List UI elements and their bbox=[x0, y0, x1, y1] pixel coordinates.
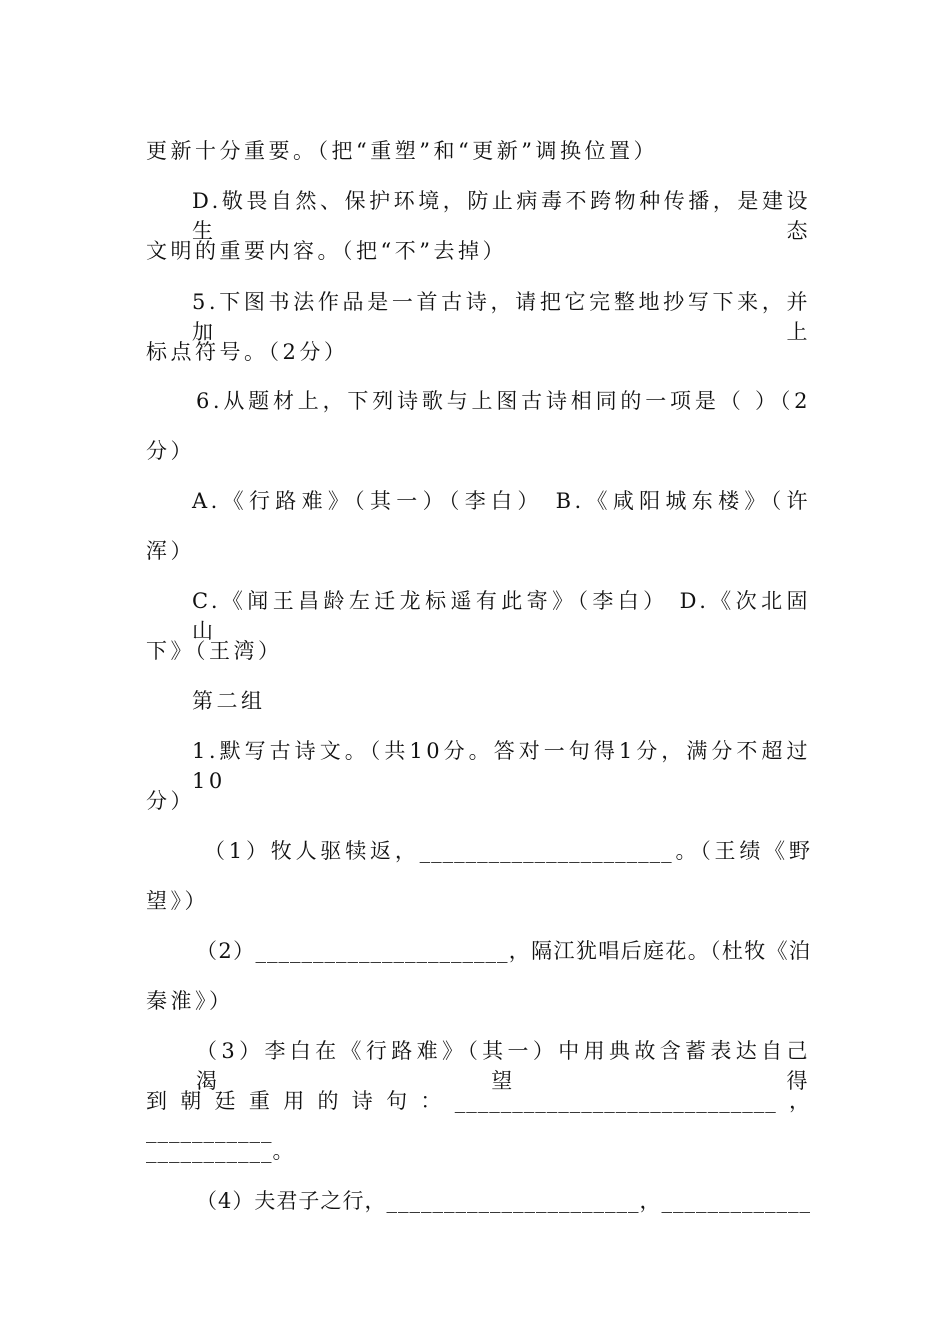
text-line-5: 标点符号。（2分） bbox=[146, 340, 349, 364]
text-line-8: A.《行路难》（其一）（李白） B.《咸阳城东楼》（许 bbox=[192, 489, 811, 513]
text-line-1: 更新十分重要。（把“重塑”和“更新”调换位置） bbox=[146, 139, 658, 163]
text-line-11: 下》（王湾） bbox=[146, 639, 283, 663]
text-line-15: （1）牧人驱犊返，______________________。（王绩《野 bbox=[204, 839, 811, 863]
text-line-16: 望》） bbox=[146, 889, 209, 913]
text-line-17: （2）______________________，隔江犹唱后庭花。（杜牧《泊 bbox=[196, 939, 811, 963]
text-line-9: 浑） bbox=[146, 539, 195, 563]
text-line-7: 分） bbox=[146, 439, 195, 463]
text-line-13: 1.默写古诗文。（共10分。答对一句得1分，满分不超过10 bbox=[192, 739, 811, 793]
text-line-6: 6.从题材上，下列诗歌与上图古诗相同的一项是（ ）（2 bbox=[196, 389, 811, 413]
text-line-22: （4）夫君子之行，______________________，_____________ bbox=[196, 1189, 811, 1213]
text-line-14: 分） bbox=[146, 789, 195, 813]
text-line-21: ___________。 bbox=[146, 1139, 295, 1163]
section-heading: 第二组 bbox=[192, 689, 266, 713]
text-line-3: 文明的重要内容。（把“不”去掉） bbox=[146, 239, 507, 263]
text-line-4: 5.下图书法作品是一首古诗，请把它完整地抄写下来，并加上 bbox=[192, 290, 811, 344]
text-line-18: 秦淮》） bbox=[146, 989, 234, 1013]
text-line-2: D.敬畏自然、保护环境，防止病毒不跨物种传播，是建设生态 bbox=[192, 189, 811, 243]
text-line-19: （3）李白在《行路难》（其一）中用典故含蓄表达自己渴望得 bbox=[196, 1039, 811, 1093]
text-line-20: 到朝廷重用的诗句：____________________________，___________ bbox=[146, 1089, 811, 1143]
text-line-10: C.《闻王昌龄左迁龙标遥有此寄》（李白） D.《次北固山 bbox=[192, 589, 811, 643]
